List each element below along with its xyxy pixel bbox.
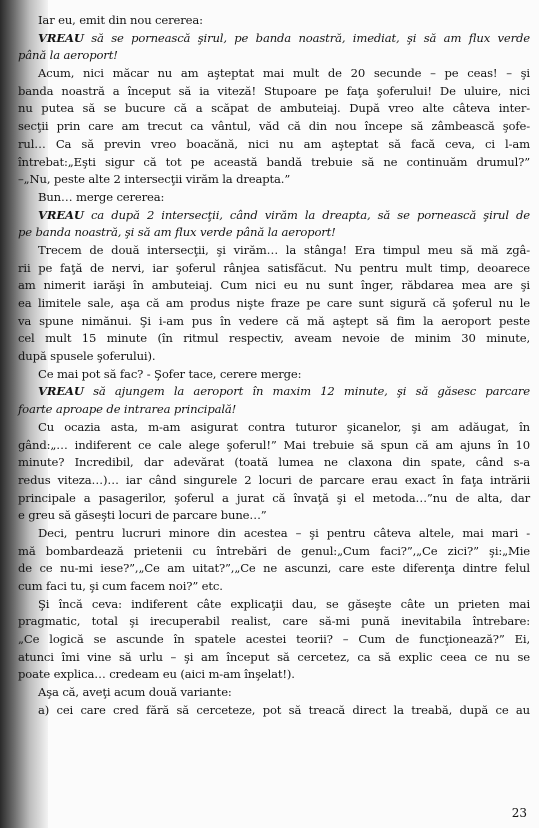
text-line: VREAU să se pornească şirul, pe banda noastră, imediat, şi să am flux verde — [38, 30, 530, 45]
text-line: VREAU să ajungem la aeroport în maxim 12 minute, şi să găsesc parcare — [38, 384, 530, 399]
text-line: gând:„… indiferent ce cale alege şoferul!” Mai trebuie să spun că am ajuns în 10 — [18, 437, 530, 452]
text-line: Deci, pentru lucruri minore din acestea – şi pentru câteva altele, mai mari - — [38, 525, 530, 540]
text-line: e greu să găseşti locuri de parcare bune…” — [18, 508, 267, 523]
text-line: secţii prin care am trecut ca vântul, văd că din nou începe să zâmbească şofe- — [18, 119, 530, 134]
text-line: până la aeroport! — [18, 48, 118, 63]
text-line: poate explica… credeam eu (aici m-am înşelat!). — [18, 667, 295, 682]
text-line: rii pe faţă de nervi, iar şoferul rânjea satisfăcut. Nu pentru mult timp, deoarece — [18, 260, 530, 275]
text-line: foarte aproape de intrarea principală! — [18, 402, 237, 417]
emphasis: VREAU — [38, 384, 84, 399]
text-line: mă bombardează prietenii cu întrebări de genul:„Cum faci?”,„Ce zici?” şi:„Mie — [18, 543, 530, 558]
text-line: minute? Incredibil, dar adevărat (toată lumea ne claxona din spate, când s-a — [18, 455, 530, 470]
text-line: Trecem de două intersecţii, şi virăm… la stânga! Era timpul meu să mă zgâ- — [38, 242, 530, 257]
text-line: atunci îmi vine să urlu – şi am început să cercetez, ca să explic ceea ce nu se — [18, 649, 530, 664]
text-line: redus viteza…)… iar când singurele 2 locuri de parcare erau exact în faţa intrării — [18, 472, 530, 487]
text-line: principale a pasagerilor, şoferul a jurat că învaţă şi el metoda…”nu de alta, dar — [18, 490, 530, 505]
text-line: ea limitele sale, aşa că am produs nişte fraze pe care sunt sigură că şoferul nu le — [18, 296, 530, 310]
text-line: am nimerit iarăşi în ambuteiaj. Cum nici eu nu sunt înger, răbdarea mea are şi — [18, 278, 530, 293]
text-line: cel mult 15 minute (în ritmul respectiv, aveam nevoie de minim 30 minute, — [18, 331, 530, 346]
text-line: rul… Ca să previn vreo boacănă, nici nu am aşteptat să facă ceva, ci l-am — [18, 136, 530, 151]
text-line: banda noastră a început să ia viteză! Stupoare pe faţa şoferului! De uluire, nici — [18, 83, 530, 98]
text-line: Cu ocazia asta, m-am asigurat contra tuturor şicanelor, şi am adăugat, în — [38, 419, 530, 434]
emphasis: VREAU — [38, 30, 84, 45]
text-line: Şi încă ceva: indiferent câte explicaţii dau, se găseşte câte un prieten mai — [38, 596, 530, 611]
text-line: VREAU ca după 2 intersecţii, când virăm la dreapta, să se pornească şirul de — [38, 207, 530, 222]
text-line: Iar eu, emit din nou cererea: — [38, 13, 203, 27]
emphasis: VREAU — [38, 207, 84, 222]
text-line: Ce mai pot să fac? - Şofer tace, cerere merge: — [38, 366, 302, 381]
text-line: cum faci tu, şi cum facem noi?” etc. — [18, 579, 223, 593]
text-line: Acum, nici măcar nu am aşteptat mai mult de 20 secunde – pe ceas! – şi — [38, 66, 530, 81]
text-line: după spusele şoferului). — [18, 349, 156, 364]
text-line: întrebat:„Eşti sigur că tot pe această bandă trebuie să ne continuăm drumul?” — [18, 154, 530, 169]
body-text — [18, 12, 530, 720]
text-line: „Ce logică se ascunde în spatele acestei teorii? – Cum de funcţionează?” Ei, — [18, 632, 530, 647]
text-line: pe banda noastră, şi să am flux verde până la aeroport! — [18, 225, 336, 240]
text-line: a) cei care cred fără să cerceteze, pot să treacă direct la treabă, după ce au — [38, 702, 530, 717]
text-line: pragmatic, total şi irecuperabil realist, care să-mi pună inevitabila întrebare: — [18, 614, 530, 629]
text-line: de ce nu-mi iese?”,„Ce am uitat?”,„Ce ne ascunzi, care este diferenţa dintre felul — [18, 561, 530, 576]
text-line: Bun… merge cererea: — [38, 189, 165, 204]
text-line: Aşa că, aveţi acum două variante: — [38, 685, 232, 700]
text-line: –„Nu, peste alte 2 intersecţii virăm la dreapta.” — [18, 172, 291, 187]
text-line: nu putea să se bucure că a scăpat de ambuteiaj. După vreo alte câteva inter- — [18, 101, 530, 116]
page-number: 23 — [511, 806, 527, 820]
text-line: va spune nimănui. Şi i-am pus în vedere că mă aştept să fim la aeroport peste — [18, 313, 530, 328]
